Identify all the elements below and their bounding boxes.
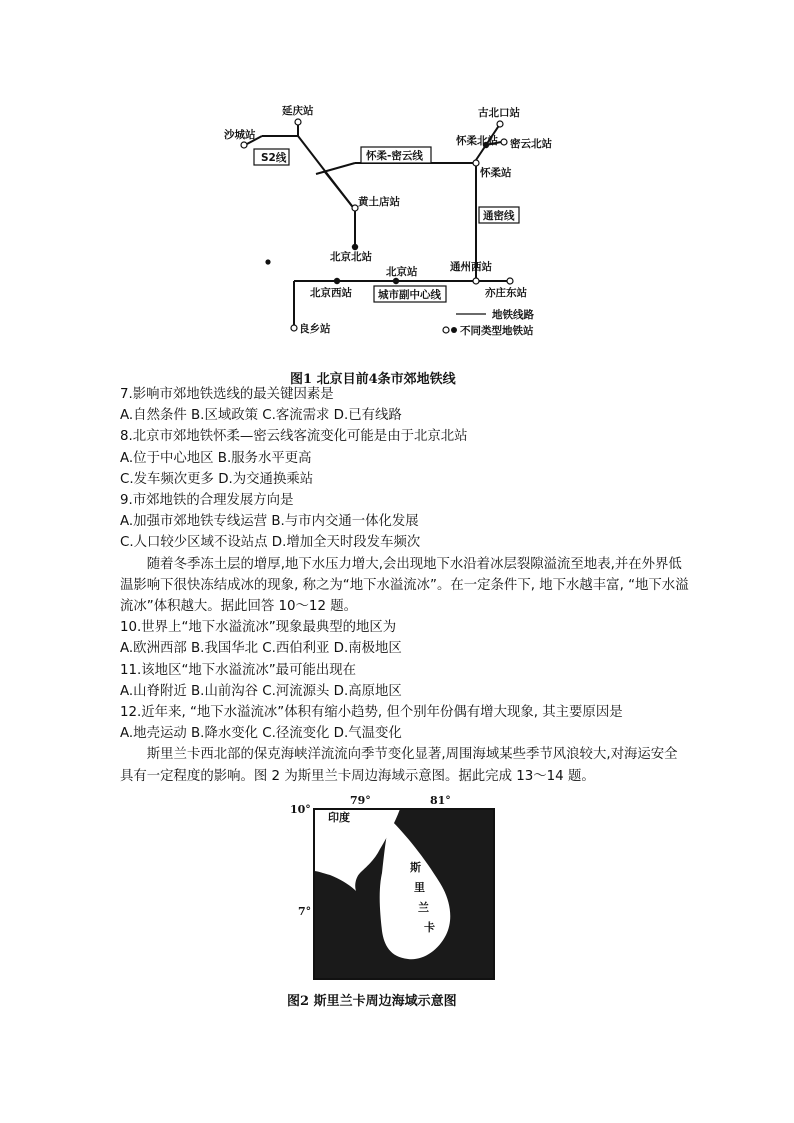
- question-9: 9.市郊地铁的合理发展方向是: [120, 493, 294, 509]
- question-12-options: A.地壳运动 B.降水变化 C.径流变化 D.气温变化: [120, 726, 402, 742]
- label-sri-lanka-char3: 兰: [418, 901, 429, 914]
- label-shacheng: 沙城站: [224, 129, 256, 141]
- label-sri-lanka-char1: 斯: [410, 861, 421, 874]
- question-8-options-2: C.发车频次更多 D.为交通换乘站: [120, 471, 314, 487]
- label-huairou-north: 怀柔北站: [456, 135, 498, 147]
- legend-station-open: [443, 327, 449, 333]
- label-huangtudian: 黄土店站: [358, 196, 400, 208]
- latitude-7: 7°: [298, 905, 312, 918]
- station-miyun-north: [501, 139, 507, 145]
- question-12: 12.近年来, “地下水溢流冰”体积有缩小趋势, 但个别年份偶有增大现象, 其主要原因是: [120, 705, 623, 721]
- question-10: 10.世界上“地下水溢流冰”现象最典型的地区为: [120, 620, 397, 636]
- station-beijing: [393, 278, 399, 284]
- label-beijing-west: 北京西站: [310, 287, 352, 299]
- station-yanqing: [295, 119, 301, 125]
- label-liangxiang: 良乡站: [299, 323, 331, 335]
- label-gubeikou: 古北口站: [478, 107, 520, 119]
- label-india: 印度: [328, 811, 350, 824]
- figure2-caption: 图2 斯里兰卡周边海域示意图: [287, 994, 457, 1009]
- map-legend: [443, 308, 534, 337]
- figure1-caption: 图1 北京目前4条市郊地铁线: [290, 372, 456, 387]
- label-sri-lanka-char2: 里: [414, 881, 425, 894]
- question-8: 8.北京市郊地铁怀柔—密云线客流变化可能是由于北京北站: [120, 429, 468, 445]
- label-miyun-north: 密云北站: [510, 138, 552, 150]
- legend-station-filled: [451, 327, 457, 333]
- question-8-options: A.位于中心地区 B.服务水平更高: [120, 450, 312, 466]
- label-yanqing: 延庆站: [282, 105, 314, 117]
- longitude-79: 79°: [350, 795, 371, 807]
- line-s2-box: [254, 149, 289, 165]
- line-tongmi-box: [479, 207, 519, 223]
- question-text: [120, 384, 690, 787]
- question-7-options: A.自然条件 B.区域政策 C.客流需求 D.已有线路: [120, 408, 402, 424]
- longitude-81: 81°: [430, 795, 451, 807]
- station-huairou: [473, 160, 479, 166]
- label-yizhuang-east: 亦庄东站: [485, 287, 527, 299]
- station-gubeikou: [497, 121, 503, 127]
- line-city-sub-center-box: [374, 286, 446, 302]
- passage-sri-lanka: 斯里兰卡西北部的保克海峡洋流流向季节变化显著,周围海域某些季节风浪较大,对海运安全具有一定程度的影响。图 2 为斯里兰卡周边海域示意图。据此完成 13～14 题。: [120, 747, 678, 784]
- legend-stations-label: 不同类型地铁站: [460, 325, 534, 337]
- station-shacheng: [241, 142, 247, 148]
- line-tongmi-label: 通密线: [483, 210, 515, 222]
- line-city-sub-center-label: 城市副中心线: [378, 289, 441, 301]
- stray-dot: [265, 259, 270, 264]
- station-beijing-north: [352, 244, 358, 250]
- question-9-options: A.加强市郊地铁专线运营 B.与市内交通一体化发展: [120, 514, 419, 530]
- label-huairou: 怀柔站: [480, 167, 512, 179]
- beijing-suburban-subway-map: [224, 100, 564, 362]
- line-huairou-miyun-label: 怀柔-密云线: [366, 150, 423, 162]
- station-beijing-west: [334, 278, 340, 284]
- station-liangxiang: [291, 325, 297, 331]
- route-segment: [325, 172, 352, 206]
- line-huairou-miyun-box: [361, 147, 431, 163]
- passage-groundwater-ice: 随着冬季冻土层的增厚,地下水压力增大,会出现地下水沿着冰层裂隙溢流至地表,并在外界低温影响下很快冻结成冰的现象, 称之为“地下水溢流冰”。在一定条件下, 地下水越丰富, “地下水溢流冰”体积越大。据此回答 10～12 题。: [120, 556, 689, 615]
- question-7: 7.影响市郊地铁选线的最关键因素是: [120, 387, 334, 402]
- station-yizhuang-east: [507, 278, 513, 284]
- question-11: 11.该地区“地下水溢流冰”最可能出现在: [120, 662, 357, 678]
- question-10-options: A.欧洲西部 B.我国华北 C.西伯利亚 D.南极地区: [120, 641, 402, 657]
- label-beijing-north: 北京北站: [330, 251, 372, 263]
- label-tongzhou-west: 通州西站: [450, 261, 492, 273]
- line-s2-label: S2线: [261, 152, 287, 164]
- label-beijing: 北京站: [386, 266, 418, 278]
- station-tongzhou-west: [473, 278, 479, 284]
- legend-route-label: 地铁线路: [492, 309, 534, 321]
- question-9-options-2: C.人口较少区域不设站点 D.增加全天时段发车频次: [120, 535, 421, 551]
- question-11-options: A.山脊附近 B.山前沟谷 C.河流源头 D.高原地区: [120, 683, 402, 699]
- sri-lanka-sea-map: [290, 795, 505, 980]
- latitude-10: 10°: [290, 803, 311, 816]
- label-sri-lanka-char4: 卡: [424, 921, 435, 934]
